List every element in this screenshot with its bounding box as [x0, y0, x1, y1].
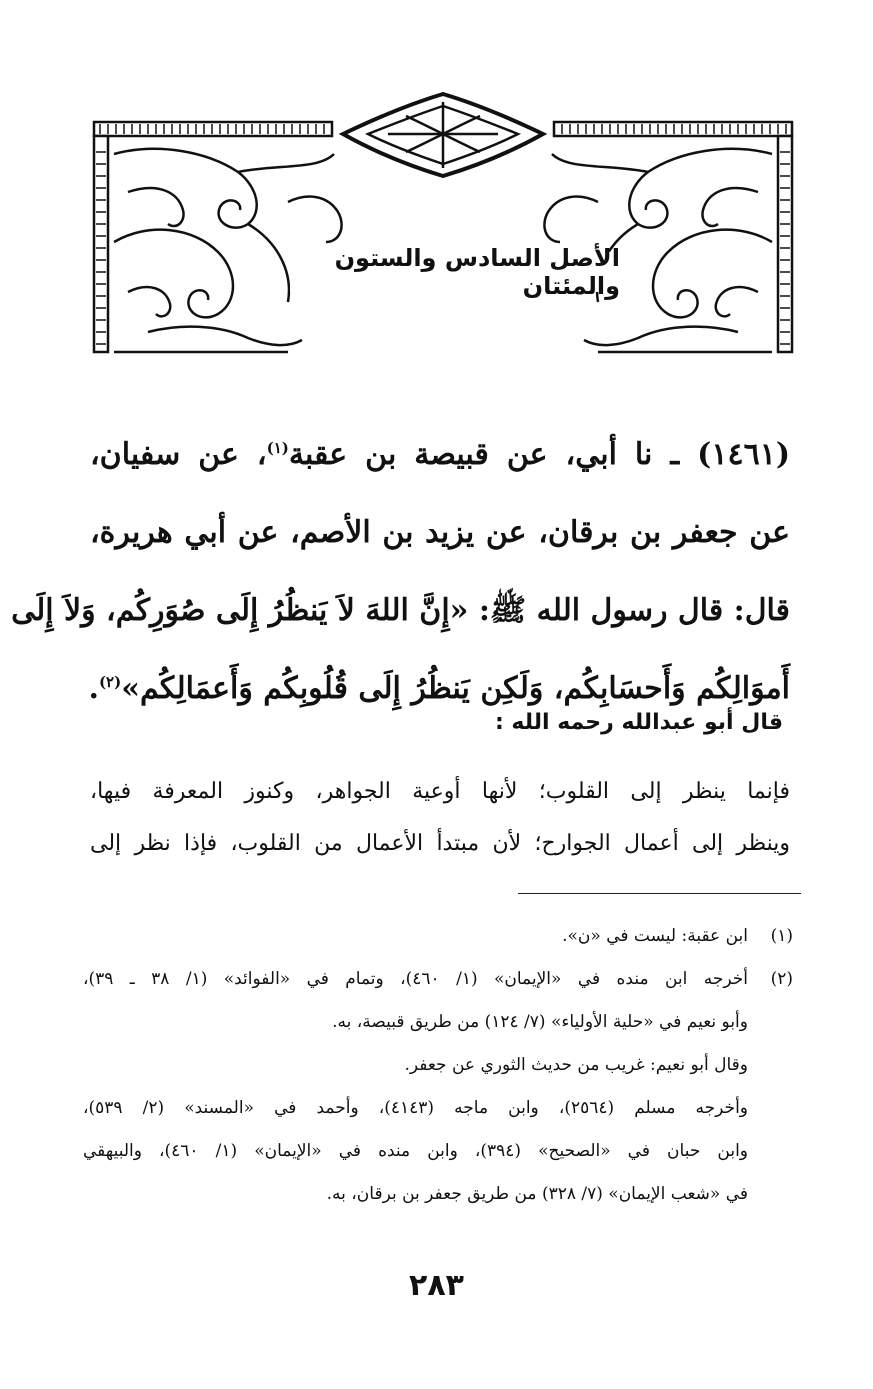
hadith-line-2-text: عن جعفر بن برقان، عن يزيد بن الأصم، عن أبي هريرة، [90, 515, 790, 550]
footnote-number: (١) [770, 926, 793, 946]
footnote-body [83, 915, 748, 958]
footnote-ref-2: (٢) [98, 673, 122, 691]
commentary-line-1: فإنما ينظر إلى القلوب؛ لأنها أوعية الجواهر، وكنوز المعرفة فيها، [90, 779, 790, 804]
hadith-text [11, 416, 791, 728]
hadith-line-4-tail: . [88, 671, 99, 706]
footnote-ref-1: (١) [266, 439, 289, 457]
hadith-line-3-text: قال: قال رسول الله ﷺ: «إِنَّ اللهَ لاَ يَنظُرُ إِلَى صُوَرِكُم، وَلاَ إِلَى [11, 593, 790, 628]
narrator-heading: قال أبو عبدالله رحمه الله : [494, 710, 783, 735]
footnote-line: وابن حبان في «الصحيح» (٣٩٤)، وابن منده في «الإيمان» (١/ ٤٦٠)، والبيهقي [83, 1141, 749, 1161]
footnote-number: (٢) [770, 969, 793, 989]
page-number: ٢٨٣ [409, 1268, 464, 1303]
footnote-1 [83, 915, 793, 958]
hadith-line-4-text: أَموَالِكُم وَأَحسَابِكُم، وَلَكِن يَنظُرُ إِلَى قُلُوبِكُم وَأَعمَالِكُم» [121, 671, 790, 706]
arabesque-ornament-icon [88, 92, 798, 354]
commentary-text [90, 766, 790, 870]
hadith-line-3 [11, 572, 790, 650]
footnote-line: وقال أبو نعيم: غريب من حديث الثوري عن جعفر. [404, 1055, 748, 1075]
footnote-2 [83, 958, 793, 1216]
hadith-line-1-tail: ، عن سفيان، [90, 437, 267, 472]
footnote-line: أخرجه ابن منده في «الإيمان» (١/ ٤٦٠)، وتمام في «الفوائد» (١/ ٣٨ ـ ٣٩)، [83, 969, 748, 989]
footnote-line: ابن عقبة: ليست في «ن». [562, 926, 748, 946]
footnote-line: وأخرجه مسلم (٢٥٦٤)، وابن ماجه (٤١٤٣)، وأحمد في «المسند» (٢/ ٥٣٩)، [83, 1098, 748, 1118]
hadith-line-1 [90, 416, 790, 494]
footnote-body [83, 958, 748, 1216]
chapter-ornament [88, 92, 798, 354]
chapter-title: الأصل السادس والستون والمئتان [290, 252, 620, 292]
footnote-line: وأبو نعيم في «حلية الأولياء» (٧/ ١٢٤) من طريق قبيصة، به. [332, 1012, 748, 1032]
hadith-line-2 [90, 494, 790, 572]
hadith-line-1-text: (١٤٦١) ـ نا أبي، عن قبيصة بن عقبة [288, 437, 791, 472]
footnotes [83, 915, 793, 1216]
footnote-line: في «شعب الإيمان» (٧/ ٣٢٨) من طريق جعفر بن برقان، به. [326, 1184, 748, 1204]
footnote-divider [518, 893, 801, 894]
commentary-line-2: وينظر إلى أعمال الجوارح؛ لأن مبتدأ الأعمال من القلوب، فإذا نظر إلى [90, 831, 790, 856]
